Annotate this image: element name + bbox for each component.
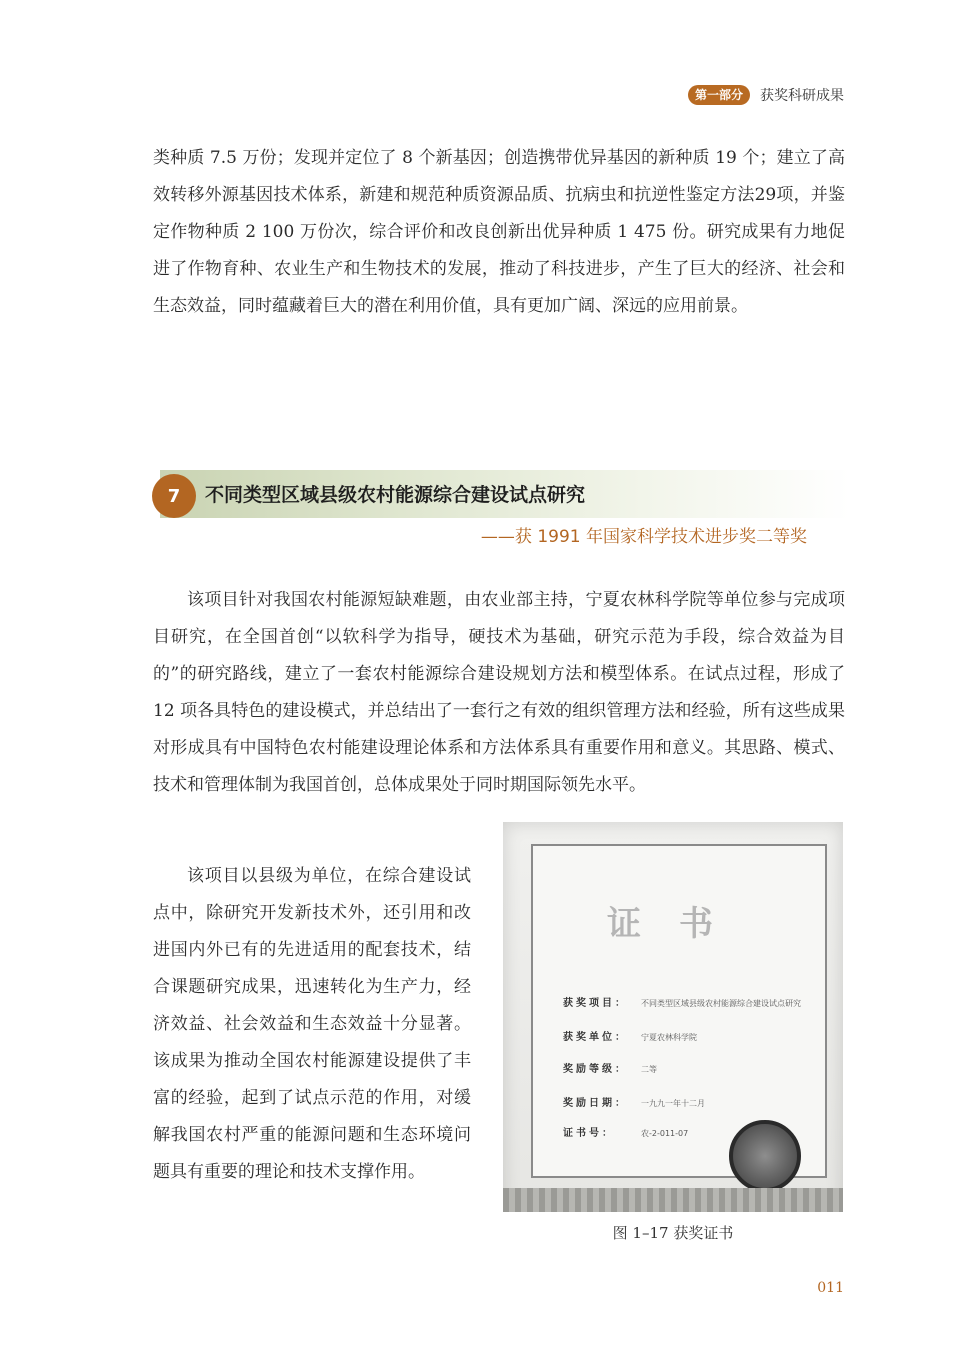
certificate-title: 证书 — [607, 904, 751, 944]
certificate-frame-base — [503, 1188, 843, 1212]
part-title: 获奖科研成果 — [760, 88, 844, 104]
intro-paragraph: 类种质 7.5 万份；发现并定位了 8 个新基因；创造携带优异基因的新种质 19 个；建立了高效转移外源基因技术体系，新建和规范种质资源品质、抗病虫和抗逆性鉴定方法29项，并鉴定作物种质 2 100 万份次，综合评价和改良创新出优异种质 1 475 份。研究成果有力地促进了作物育种、农业生产和生物技术的发展，推动了科技进步，产生了巨大的经济、社会和生态效益，同时蕴藏着巨大的潜在利用价值，具有更加广阔、深远的应用前景。 — [153, 148, 845, 316]
section-paragraph-2: 该项目以县级为单位，在综合建设试点中，除研究开发新技术外，还引用和改进国内外已有的先进适用的配套技术，结合课题研究成果，迅速转化为生产力，经济效益、社会效益和生态效益十分显著。该成果为推动全国农村能源建设提供了丰富的经验，起到了试点示范的作用，对缓解我国农村严重的能源问题和生态环境问题具有重要的理论和技术支撑作用。 — [153, 866, 471, 1182]
official-seal-icon — [729, 1120, 801, 1192]
part-badge: 第一部分 — [688, 85, 750, 105]
page-number: 011 — [817, 1280, 844, 1296]
section-title: 不同类型区域县级农村能源综合建设试点研究 — [205, 484, 586, 506]
certificate-row: 证书号： 农-2-011-07 — [563, 1128, 689, 1139]
certificate-figure — [503, 822, 843, 1212]
certificate-row: 奖励等级： 二等 — [563, 1064, 657, 1075]
certificate-image — [531, 844, 827, 1178]
figure-caption: 图 1–17 获奖证书 — [612, 1224, 734, 1242]
certificate-row: 获奖单位： 宁夏农林科学院 — [563, 1032, 697, 1043]
section-number-badge: 7 — [152, 474, 196, 518]
section-paragraph-1: 该项目针对我国农村能源短缺难题，由农业部主持，宁夏农林科学院等单位参与完成项目研究，在全国首创“以软科学为指导，硬技术为基础，研究示范为手段，综合效益为目的”的研究路线，建立了一套农村能源综合建设规划方法和模型体系。在试点过程，形成了 12 项各具特色的建设模式，并总结出了一套行之有效的组织管理方法和经验，所有这些成果对形成具有中国特色农村能建设理论体系和方法体系具有重要作用和意义。其思路、模式、技术和管理体制为我国首创，总体成果处于同时期国际领先水平。 — [153, 590, 845, 795]
certificate-row: 奖励日期： 一九九一年十二月 — [563, 1098, 705, 1109]
running-header — [688, 84, 844, 106]
section-subtitle: ——获 1991 年国家科学技术进步奖二等奖 — [480, 527, 807, 547]
certificate-row: 获奖项目： 不同类型区域县级农村能源综合建设试点研究 — [563, 998, 801, 1009]
